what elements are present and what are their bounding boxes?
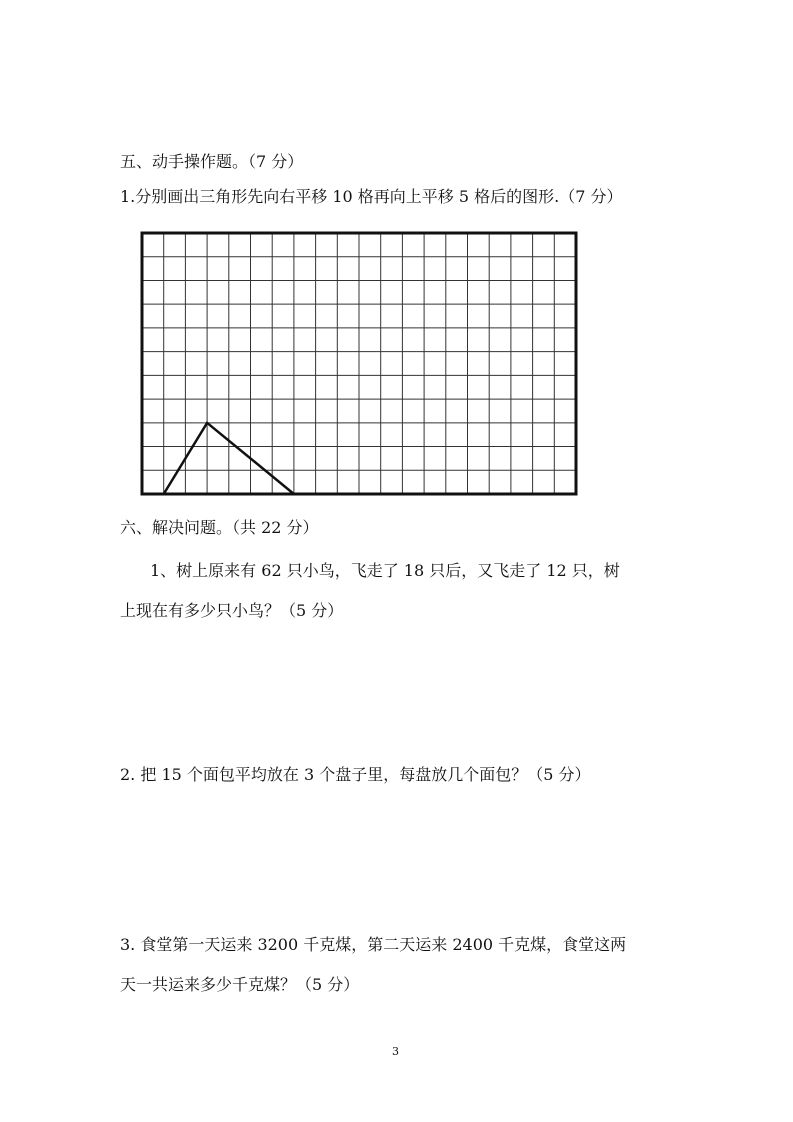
section-6-heading: 六、解决问题。（共 22 分） [120,518,319,537]
question-6-1-line-1: 1、树上原来有 62 只小鸟，飞走了 18 只后，又飞走了 12 只，树 [150,561,620,580]
question-6-2: 2. 把 15 个面包平均放在 3 个盘子里，每盘放几个面包？（5 分） [120,765,591,784]
question-6-3-line-2: 天一共运来多少千克煤？（5 分） [120,975,360,994]
page-number: 3 [392,1045,399,1058]
question-5-1: 1.分别画出三角形先向右平移 10 格再向上平移 5 格后的图形.（7 分） [120,187,623,206]
grid-figure [139,230,579,497]
question-6-3-line-1: 3. 食堂第一天运来 3200 千克煤，第二天运来 2400 千克煤，食堂这两 [120,935,627,954]
question-6-1-line-2: 上现在有多少只小鸟？（5 分） [120,601,344,620]
translation-grid [139,230,579,501]
section-5-heading: 五、动手操作题。（7 分） [120,152,304,171]
